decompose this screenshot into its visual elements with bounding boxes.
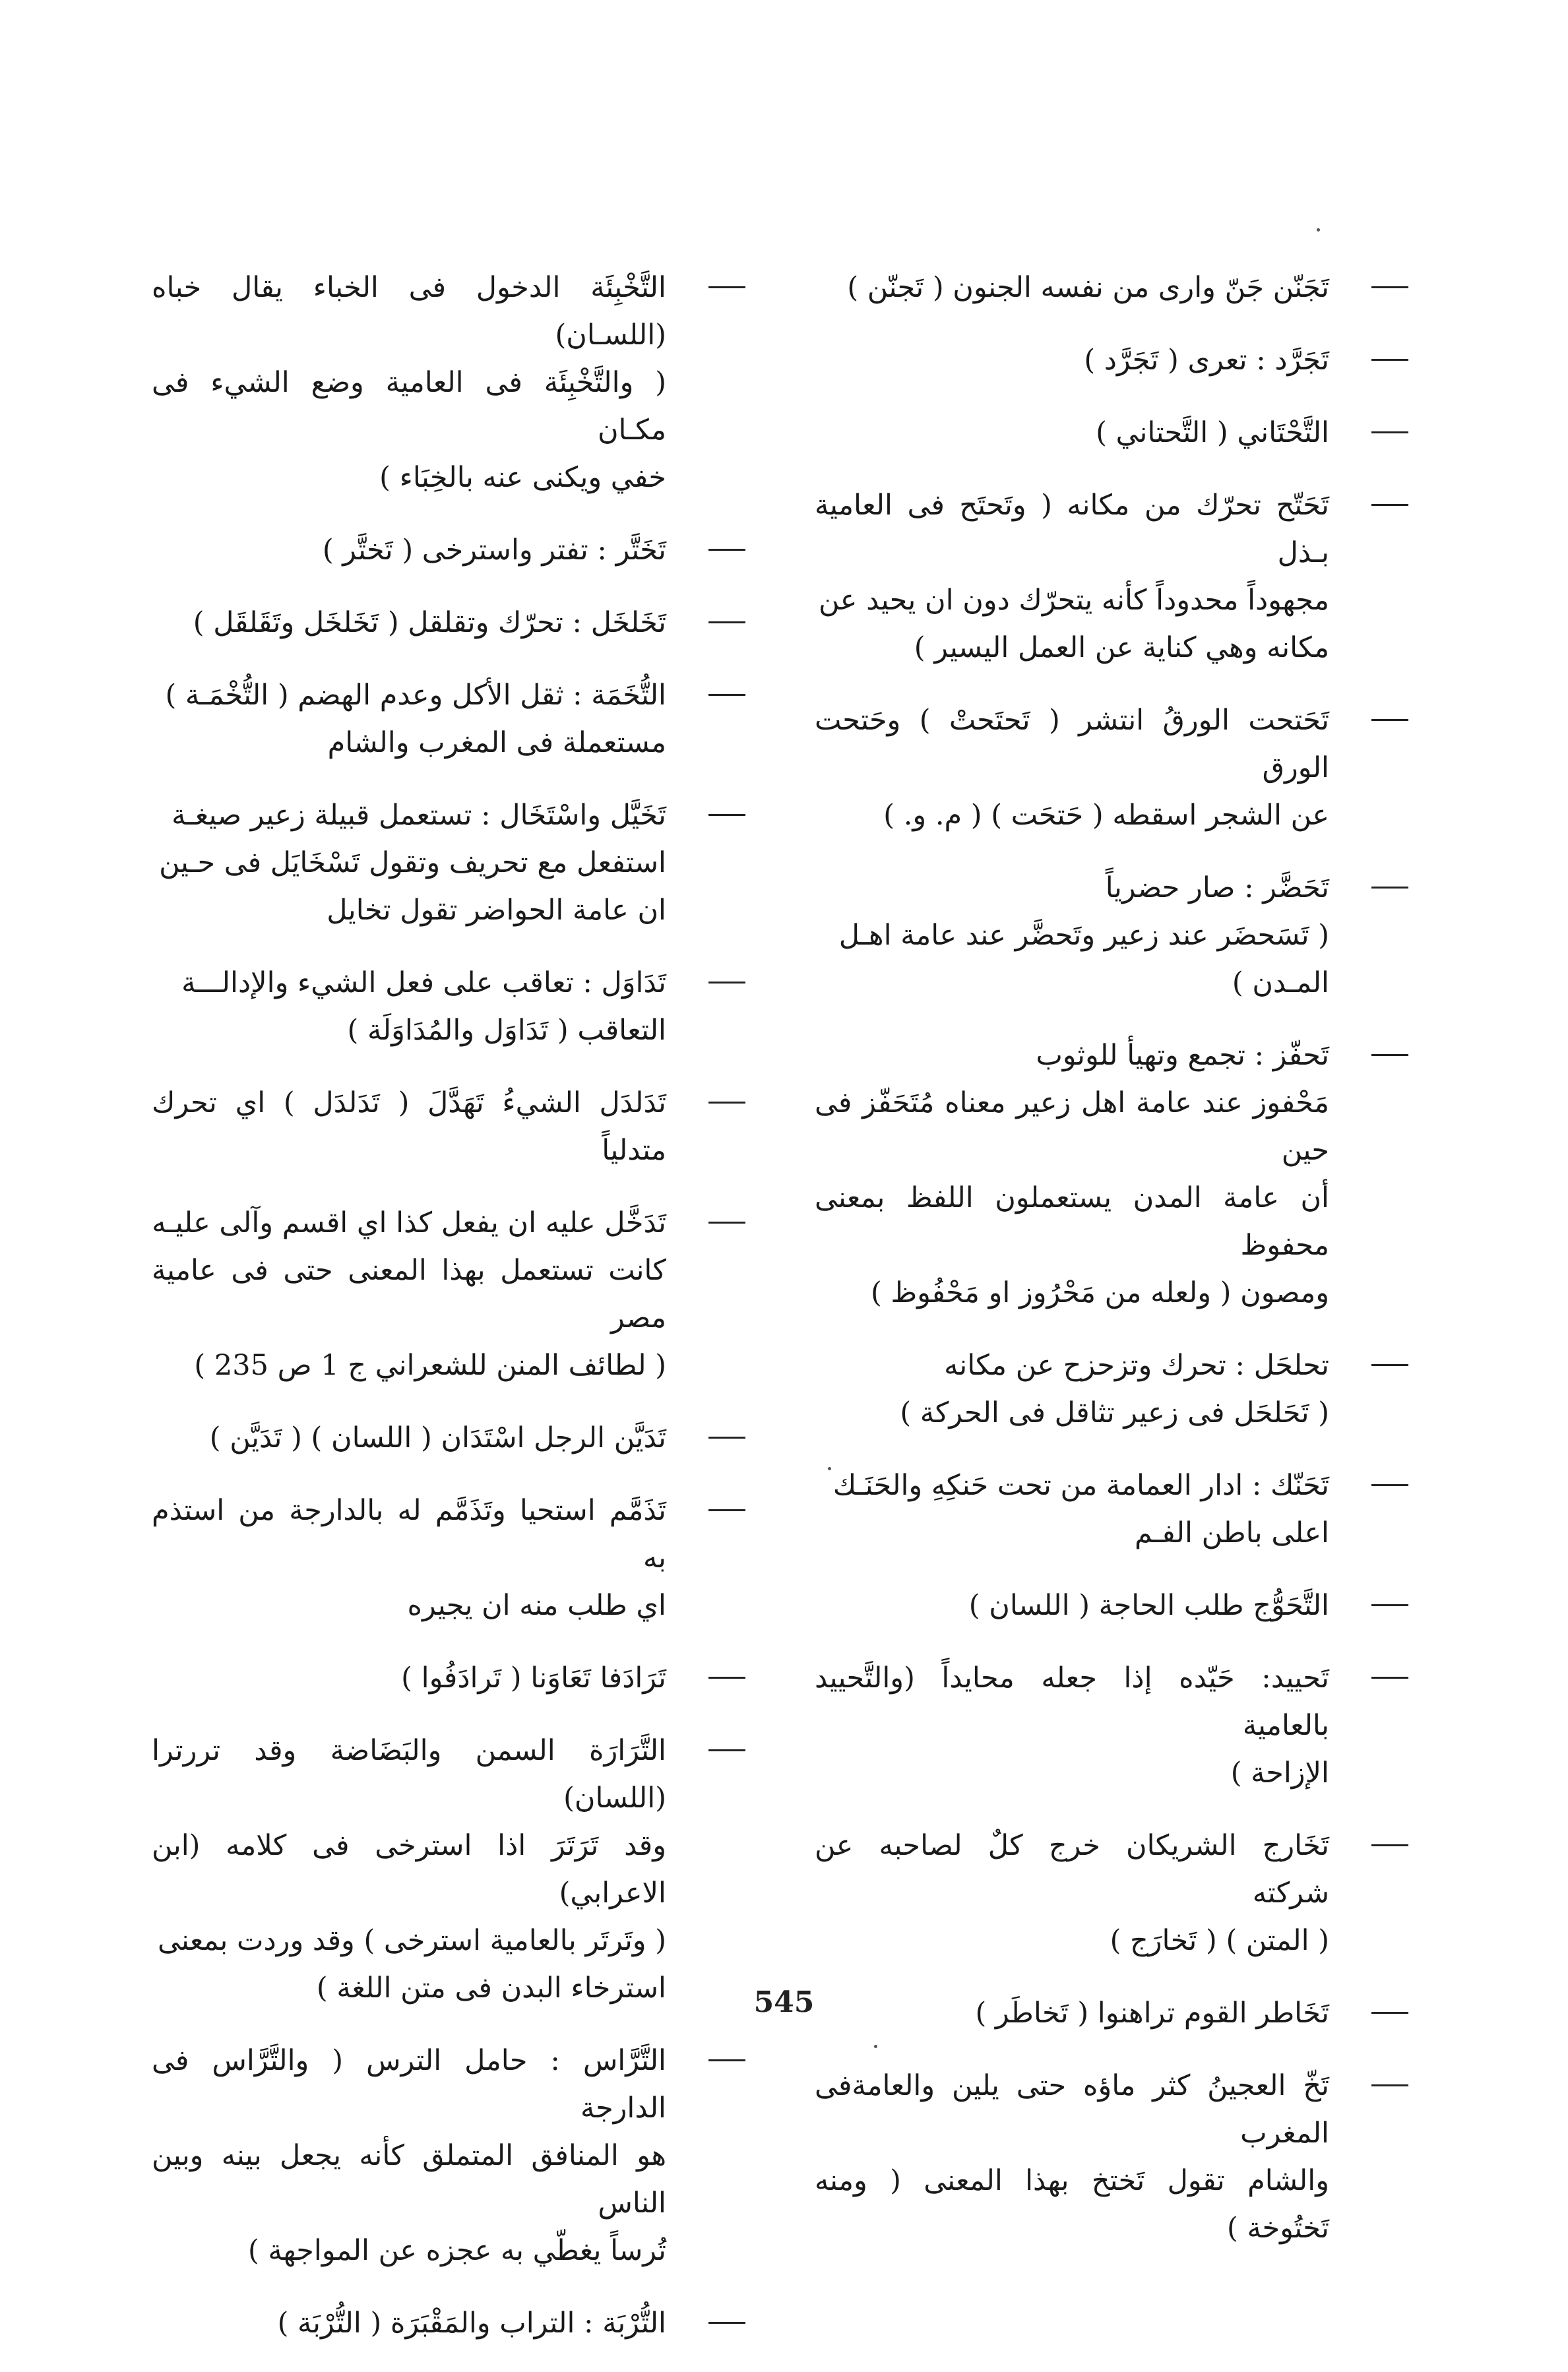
dictionary-entry (815, 1822, 1408, 1964)
right-column (815, 264, 1408, 2277)
dictionary-entry (152, 1414, 745, 1462)
dictionary-entry (152, 1199, 745, 1389)
entry-dash (708, 814, 745, 816)
scan-speck (828, 1467, 831, 1470)
entry-dash (708, 286, 745, 288)
entry-line: تَرَادَفا تَعَاوَنا ( تَرادَفُوا ) (401, 1662, 666, 1695)
entry-line: تَذَمَّم استحيا وتَذَمَّم له بالدارجة من استذم به (152, 1494, 666, 1575)
dictionary-entry (152, 1487, 745, 1629)
dictionary-entry (152, 599, 745, 646)
entry-line: تَحَتحت الورقُ انتشر ( تَحتَحتْ ) وحَتحت الورق (815, 704, 1329, 784)
entry-line: تَدَاوَل : تعاقب على فعل الشيء والإدالـــة (181, 966, 666, 999)
entry-line: تَخّ العجينُ كثر ماؤه حتى يلين والعامةفى المغرب (815, 2069, 1329, 2150)
entry-line: التَّحَوُّج طلب الحاجة ( اللسان ) (968, 1589, 1329, 1622)
entry-line: عن الشجر اسقطه ( حَتحَت ) ( م. و. ) (883, 799, 1329, 832)
entry-line: التَّحْتَاني ( التَّحتاني ) (1096, 416, 1329, 449)
scan-speck (1317, 228, 1320, 232)
entry-line: تَحَتّح تحرّك من مكانه ( وتَحتَح فى العامية بـذل (815, 489, 1329, 569)
dictionary-entry (152, 526, 745, 574)
entry-line: تُرساً يغطّي به عجزه عن المواجهة ) (247, 2234, 666, 2267)
entry-line: مكانه وهي كناية عن العمل اليسير ) (914, 631, 1329, 664)
entry-dash (1371, 1677, 1408, 1679)
entry-line: تَحَنّك : ادار العمامة من تحت حَنكِهِ والحَنَـك (832, 1469, 1329, 1502)
entry-line: تحلحَل : تحرك وتزحزح عن مكانه (944, 1349, 1329, 1382)
entry-line: التَّخْبِئَة الدخول فى الخباء يقال خباه (اللسـان) (152, 271, 666, 352)
dictionary-entry (815, 697, 1408, 839)
entry-line: تَخَاطر القوم تراهنوا ( تَخاطَر ) (975, 1997, 1329, 2030)
entry-dash (1371, 286, 1408, 288)
entry-line: تَجَنّن جَنّ وارى من نفسه الجنون ( تَجنّن ) (847, 271, 1329, 304)
entry-dash (708, 694, 745, 696)
entry-dash (1371, 2084, 1408, 2086)
dictionary-entry (815, 1342, 1408, 1437)
entry-line: تَخَارج الشريكان خرج كلٌ لصاحبه عن شركته (815, 1829, 1329, 1910)
entry-line: استفعل مع تحريف وتقول تَسْخَايَل فى حـين (159, 846, 666, 879)
entry-line: مستعملة فى المغرب والشام (327, 726, 666, 759)
dictionary-entry (152, 1654, 745, 1702)
entry-dash (1371, 1054, 1408, 1056)
entry-line: الإزاحة ) (1230, 1757, 1329, 1790)
entry-line: تَحييد: حَيّده إذا جعله محايداً (والتَّحييد بالعامية (815, 1662, 1329, 1742)
entry-dash (708, 1677, 745, 1679)
entry-dash (708, 982, 745, 983)
entry-line: ( تَسَحضَر عند زعير وتَحضَّر عند عامة اهـل (838, 919, 1329, 952)
dictionary-entry (152, 1079, 745, 1174)
entry-line: التُّخَمَة : ثقل الأكل وعدم الهضم ( التُّخْمَـة ) (165, 679, 666, 712)
entry-dash (708, 621, 745, 623)
entry-line: ( لطائف المنن للشعراني ج 1 ص 235 ) (194, 1349, 666, 1382)
entry-dash (1371, 1604, 1408, 1606)
dictionary-entry (152, 959, 745, 1054)
dictionary-entry (815, 1462, 1408, 1557)
entry-line: اي طلب منه ان يجيره (407, 1589, 666, 1622)
entry-line: تَجَرَّد : تعرى ( تَجَرَّد ) (1084, 344, 1329, 377)
entry-line: المـدن ) (1232, 966, 1329, 999)
entry-line: تَخَلخَل : تحرّك وتقلقل ( تَخَلخَل وتَقَلقَل ) (193, 606, 666, 639)
entry-dash (1371, 719, 1408, 721)
dictionary-entry (815, 264, 1408, 311)
entry-line: ( تَحَلحَل فى زعير تثاقل فى الحركة ) (900, 1396, 1329, 1429)
entry-line: تَدَلدَل الشيءُ تَهَدَّلَ ( تَدَلدَل ) اي تحرك متدلياً (152, 1086, 666, 1167)
entry-dash (1371, 1484, 1408, 1486)
entry-line: تَدَيَّن الرجل اسْتَدَان ( اللسان ) ( تَدَيَّن ) (209, 1421, 666, 1454)
entry-dash (708, 1222, 745, 1224)
entry-line: التُّرْبَة : التراب والمَقْبَرَة ( التُّرْبَة ) (277, 2307, 666, 2340)
entry-line: مَحْفوز عند عامة اهل زعير معناه مُتَحَفّز فى حين (815, 1086, 1329, 1167)
entry-line: ومصون ( ولعله من مَحْرُوز او مَحْفُوظ ) (870, 1276, 1329, 1309)
entry-line: التعاقب ( تَدَاوَل والمُدَاوَلَة ) (347, 1014, 666, 1047)
dictionary-entry (815, 1654, 1408, 1797)
entry-line: هو المنافق المتملق كأنه يجعل بينه وبين الناس (152, 2139, 666, 2220)
dictionary-entry (815, 482, 1408, 671)
entry-dash (1371, 359, 1408, 361)
entry-line: التَّرَّاس : حامل الترس ( والتَّرَّاس فى الدارجة (152, 2044, 666, 2125)
dictionary-entry (815, 336, 1408, 384)
entry-line: مجهوداً محدوداً كأنه يتحرّك دون ان يحيد عن (819, 584, 1329, 617)
page-number: 545 (753, 1985, 815, 2019)
dictionary-entry (815, 1582, 1408, 1629)
entry-dash (1371, 1364, 1408, 1366)
entry-dash (1371, 887, 1408, 889)
entry-line: ان عامة الحواضر تقول تخايل (327, 894, 666, 927)
entry-line: تَحَضَّر : صار حضرياً (1105, 871, 1329, 904)
entry-dash (708, 1102, 745, 1104)
dictionary-entry (815, 409, 1408, 456)
scan-speck (874, 2045, 877, 2048)
dictionary-entry (152, 264, 745, 501)
entry-dash (1371, 504, 1408, 506)
entry-dash (708, 1749, 745, 1751)
dictionary-entry (152, 792, 745, 934)
dictionary-entry (152, 1727, 745, 2012)
entry-line: استرخاء البدن فى متن اللغة ) (316, 1972, 666, 2005)
entry-line: اعلى باطن الفـم (1134, 1516, 1329, 1549)
entry-line: كانت تستعمل بهذا المعنى حتى فى عامية مصر (152, 1254, 666, 1334)
entry-dash (1371, 431, 1408, 433)
entry-dash (708, 1509, 745, 1511)
entry-line: ( وتَرتَر بالعامية استرخى ) وقد وردت بمعنى (158, 1924, 666, 1957)
dictionary-entry (815, 2062, 1408, 2252)
entry-line: ( والتَّخْبِئَة فى العامية وضع الشيء فى مكـان (152, 366, 666, 447)
entry-line: والشام تقول تَختخ بهذا المعنى ( ومنه تَختُوخة ) (815, 2164, 1329, 2245)
entry-line: تَدَخَّل عليه ان يفعل كذا اي اقسم وآلى عليـه (152, 1206, 666, 1239)
entry-line: أن عامة المدن يستعملون اللفظ بمعنى محفوظ (815, 1181, 1329, 1262)
entry-dash (708, 1437, 745, 1439)
entry-dash (708, 2322, 745, 2324)
dictionary-entry (152, 2299, 745, 2347)
entry-dash (1371, 1844, 1408, 1846)
entry-line: خفي ويكنى عنه بالخِبَاء ) (379, 461, 666, 494)
entry-dash (708, 549, 745, 551)
dictionary-entry (152, 2037, 745, 2274)
entry-line: التَّرَارَة السمن والبَضَاضة وقد تررترا (اللسان) (152, 1734, 666, 1815)
entry-line: ( المتن ) ( تَخارَج ) (1110, 1924, 1329, 1957)
entry-dash (708, 2059, 745, 2061)
entry-line: تَحفّز : تجمع وتهيأ للوثوب (1036, 1039, 1329, 1072)
dictionary-entry (815, 1032, 1408, 1317)
left-column (152, 264, 745, 2372)
entry-line: تَخَيَّل واسْتَخَال : تستعمل قبيلة زعير صيغـة (172, 799, 666, 832)
dictionary-entry (815, 864, 1408, 1007)
entry-line: تَخَتَّر : تفتر واسترخى ( تَختَّر ) (322, 534, 666, 567)
dictionary-entry (152, 671, 745, 766)
entry-line: وقد تَرَتَرَ اذا استرخى فى كلامه (ابن الاعرابي) (152, 1829, 666, 1910)
